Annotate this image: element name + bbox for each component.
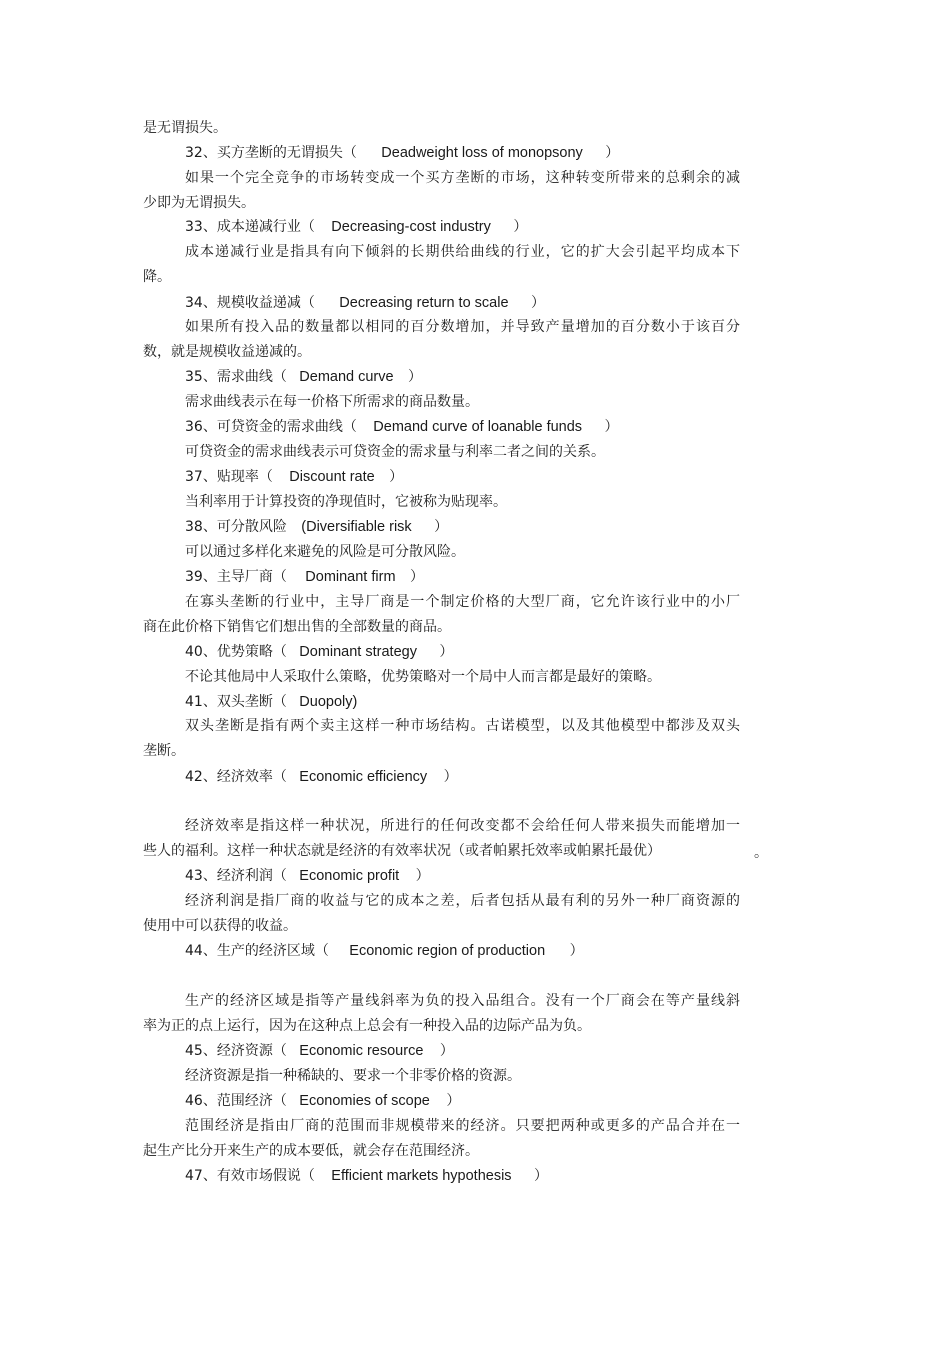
term-zh: 33、成本递减行业（ xyxy=(185,219,315,235)
term-heading-38 xyxy=(185,515,785,540)
text-line: 如果一个完全竞争的市场转变成一个买方垄断的市场，这种转变所带来的总剩余的减 xyxy=(185,170,740,186)
term-close: ） xyxy=(604,419,619,435)
text-line: 率为正的点上运行，因为在这种点上总会有一种投入品的边际产品为负。 xyxy=(143,1018,591,1034)
term-zh: 46、范围经济（ xyxy=(185,1093,287,1109)
term-heading-33 xyxy=(185,215,785,240)
term-zh: 43、经济利润（ xyxy=(185,868,287,884)
term-close: ） xyxy=(534,1168,548,1184)
term-en: Economic region of production xyxy=(349,943,546,959)
term-heading-32 xyxy=(185,141,785,166)
term-close: ） xyxy=(443,769,458,785)
term-en: (Diversifiable risk xyxy=(301,519,412,535)
text-line: 需求曲线表示在每一价格下所需求的商品数量。 xyxy=(185,394,479,410)
term-heading-44 xyxy=(185,939,785,964)
text-line: 起生产比分开来生产的成本要低，就会存在范围经济。 xyxy=(143,1143,479,1159)
term-en: Dominant strategy xyxy=(299,644,417,660)
term-en: Economies of scope xyxy=(299,1093,430,1109)
text-line: 在寡头垄断的行业中，主导厂商是一个制定价格的大型厂商，它允许该行业中的小厂 xyxy=(185,594,740,610)
term-heading-34 xyxy=(185,291,785,316)
term-close: ） xyxy=(415,868,430,884)
text-line: 双头垄断是指有两个卖主这样一种市场结构。古诺模型，以及其他模型中都涉及双头 xyxy=(185,718,740,734)
text-line: 如果所有投入品的数量都以相同的百分数增加，并导致产量增加的百分数小于该百分 xyxy=(185,319,740,335)
text-line: 经济资源是指一种稀缺的、要求一个非零价格的资源。 xyxy=(185,1068,521,1084)
term-heading-45 xyxy=(185,1039,785,1064)
term-zh: 41、双头垄断（ xyxy=(185,694,287,710)
text-line: 商在此价格下销售它们想出售的全部数量的商品。 xyxy=(143,619,451,635)
term-heading-35 xyxy=(185,365,785,390)
term-en: Dominant firm xyxy=(305,569,396,585)
term-heading-46 xyxy=(185,1089,785,1114)
text-line: 范围经济是指由厂商的范围而非规模带来的经济。只要把两种或更多的产品合并在一 xyxy=(185,1118,740,1134)
term-en: Discount rate xyxy=(289,469,375,485)
term-en: Efficient markets hypothesis xyxy=(331,1168,512,1184)
term-zh: 32、买方垄断的无谓损失（ xyxy=(185,145,357,161)
term-heading-43 xyxy=(185,864,785,889)
term-close: ） xyxy=(389,469,404,485)
text-line: 使用中可以获得的收益。 xyxy=(143,918,297,934)
term-en: Economic profit xyxy=(299,868,400,884)
text-line: 生产的经济区域是指等产量线斜率为负的投入品组合。没有一个厂商会在等产量线斜 xyxy=(185,993,740,1009)
term-close: ） xyxy=(513,219,528,235)
term-en: Deadweight loss of monopsony xyxy=(381,145,583,161)
term-zh: 42、经济效率（ xyxy=(185,769,287,785)
term-en: Decreasing-cost industry xyxy=(331,219,491,235)
term-heading-41 xyxy=(185,690,785,715)
term-close: ） xyxy=(434,519,449,535)
term-heading-42 xyxy=(185,765,785,790)
term-close: ） xyxy=(569,943,584,959)
text-line: 可以通过多样化来避免的风险是可分散风险。 xyxy=(185,544,465,560)
term-zh: 45、经济资源（ xyxy=(185,1043,287,1059)
term-heading-40 xyxy=(185,640,785,665)
term-zh: 44、生产的经济区域（ xyxy=(185,943,329,959)
text-line: 经济利润是指厂商的收益与它的成本之差，后者包括从最有利的另外一种厂商资源的 xyxy=(185,893,740,909)
term-heading-36 xyxy=(185,415,785,440)
term-heading-47 xyxy=(185,1164,785,1189)
term-close: ） xyxy=(605,145,620,161)
text-line: 垄断。 xyxy=(143,743,185,759)
term-zh: 35、需求曲线（ xyxy=(185,369,287,385)
text-line: 数，就是规模收益递减的。 xyxy=(143,344,311,360)
term-en: Decreasing return to scale xyxy=(339,295,509,311)
trailing-punctuation: 。 xyxy=(754,845,768,861)
term-zh: 40、优势策略（ xyxy=(185,644,287,660)
term-heading-39 xyxy=(185,565,785,590)
term-zh: 39、主导厂商（ xyxy=(185,569,287,585)
text-line: 降。 xyxy=(143,269,171,285)
text-line: 些人的福利。这样一种状态就是经济的有效率状况（或者帕累托效率或帕累托最优） xyxy=(143,843,661,859)
text-line: 成本递减行业是指具有向下倾斜的长期供给曲线的行业，它的扩大会引起平均成本下 xyxy=(185,244,740,260)
text-line: 可贷资金的需求曲线表示可贷资金的需求量与利率二者之间的关系。 xyxy=(185,444,605,460)
term-en: Duopoly) xyxy=(299,694,358,710)
text-line: 当利率用于计算投资的净现值时，它被称为贴现率。 xyxy=(185,494,507,510)
term-zh: 47、有效市场假说（ xyxy=(185,1168,315,1184)
text-line: 是无谓损失。 xyxy=(143,120,227,136)
term-heading-37 xyxy=(185,465,785,490)
term-en: Demand curve xyxy=(299,369,394,385)
term-en: Economic resource xyxy=(299,1043,424,1059)
term-close: ） xyxy=(408,369,423,385)
text-line: 不论其他局中人采取什么策略，优势策略对一个局中人而言都是最好的策略。 xyxy=(185,669,661,685)
term-close: ） xyxy=(530,295,545,311)
term-zh: 36、可贷资金的需求曲线（ xyxy=(185,419,357,435)
term-en: Demand curve of loanable funds xyxy=(373,419,583,435)
term-zh: 38、可分散风险 xyxy=(185,519,287,535)
term-zh: 34、规模收益递减（ xyxy=(185,295,315,311)
term-close: ） xyxy=(446,1093,461,1109)
term-en: Economic efficiency xyxy=(299,769,428,785)
term-close: ） xyxy=(409,569,424,585)
term-zh: 37、贴现率（ xyxy=(185,469,273,485)
term-close: ） xyxy=(439,1043,454,1059)
text-line: 经济效率是指这样一种状况，所进行的任何改变都不会给任何人带来损失而能增加一 xyxy=(185,818,740,834)
term-close: ） xyxy=(439,644,454,660)
text-line: 少即为无谓损失。 xyxy=(143,195,255,211)
